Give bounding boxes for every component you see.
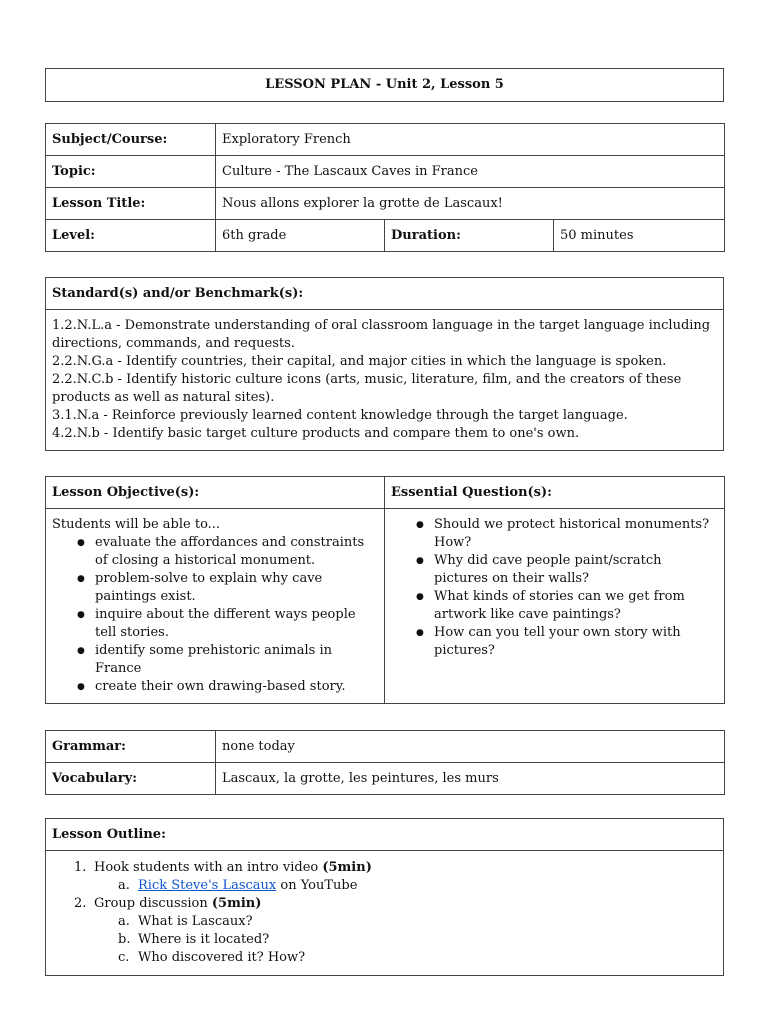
- standard-line: 2.2.N.G.a - Identify countries, their capital, and major cities in which the language is spoken.: [52, 354, 667, 369]
- topic-label: Topic:: [46, 156, 216, 188]
- objectives-body: [46, 509, 385, 704]
- standard-line: 1.2.N.L.a - Demonstrate understanding of oral classroom language in the target language including directions, commands, and requests.: [52, 318, 711, 351]
- standards-header: Standard(s) and/or Benchmark(s):: [46, 278, 724, 310]
- duration-value: 50 minutes: [554, 220, 725, 252]
- list-item: ● problem-solve to explain why cave paintings exist.: [77, 570, 378, 606]
- questions-header: Essential Question(s):: [385, 477, 725, 509]
- outline-subtext: Who discovered it? How?: [138, 950, 306, 965]
- questions-body: [385, 509, 725, 704]
- grammar-value: none today: [216, 731, 725, 763]
- subject-label: Subject/Course:: [46, 124, 216, 156]
- outline-letter: a.: [118, 878, 130, 893]
- objectives-intro: Students will be able to...: [52, 517, 221, 532]
- list-item: [118, 913, 717, 931]
- outline-number: 2.: [74, 896, 87, 911]
- lesson-title-label: Lesson Title:: [46, 188, 216, 220]
- outline-letter: b.: [118, 932, 131, 947]
- video-link[interactable]: Rick Steve's Lascaux: [138, 878, 277, 893]
- list-item: ● evaluate the affordances and constraints of closing a historical monument.: [77, 534, 378, 570]
- list-item: ● Should we protect historical monuments? How?: [416, 516, 718, 552]
- list-item: [74, 895, 717, 967]
- standard-line: 3.1.N.a - Reinforce previously learned content knowledge through the target language.: [52, 408, 628, 423]
- level-label: Level:: [46, 220, 216, 252]
- outline-number: 1.: [74, 860, 87, 875]
- list-item: [118, 949, 717, 967]
- outline-list: [52, 859, 717, 967]
- subject-value: Exploratory French: [216, 124, 725, 156]
- objectives-header: Lesson Objective(s):: [46, 477, 385, 509]
- outline-subtext: on YouTube: [276, 878, 358, 893]
- outline-sublist: [94, 877, 717, 895]
- grammar-label: Grammar:: [46, 731, 216, 763]
- outline-table: [45, 818, 724, 976]
- topic-value: Culture - The Lascaux Caves in France: [216, 156, 725, 188]
- lesson-title-value: Nous allons explorer la grotte de Lascaux!: [216, 188, 725, 220]
- objectives-table: [45, 476, 725, 704]
- standard-line: 4.2.N.b - Identify basic target culture products and compare them to one's own.: [52, 426, 580, 441]
- list-item: ● Why did cave people paint/scratch pictures on their walls?: [416, 552, 718, 588]
- list-item: [118, 877, 717, 895]
- info-table: [45, 123, 725, 252]
- outline-text: Group discussion: [94, 896, 212, 911]
- list-item: ● identify some prehistoric animals in France: [77, 642, 378, 678]
- outline-letter: a.: [118, 914, 130, 929]
- objectives-list: [52, 534, 378, 696]
- list-item: [74, 859, 717, 895]
- outline-subtext: Where is it located?: [138, 932, 270, 947]
- vocabulary-value: Lascaux, la grotte, les peintures, les murs: [216, 763, 725, 795]
- outline-text: Hook students with an intro video: [94, 860, 323, 875]
- questions-list: [391, 516, 718, 660]
- outline-letter: c.: [118, 950, 130, 965]
- list-item: ● What kinds of stories can we get from artwork like cave paintings?: [416, 588, 718, 624]
- standards-body: [46, 310, 724, 451]
- outline-time: (5min): [322, 860, 372, 875]
- outline-body: [46, 851, 724, 976]
- title-table: [45, 68, 724, 102]
- list-item: ● inquire about the different ways people tell stories.: [77, 606, 378, 642]
- list-item: ● create their own drawing-based story.: [77, 678, 378, 696]
- outline-subtext: What is Lascaux?: [138, 914, 253, 929]
- vocabulary-label: Vocabulary:: [46, 763, 216, 795]
- list-item: ● How can you tell your own story with pictures?: [416, 624, 718, 660]
- outline-sublist: [94, 913, 717, 967]
- duration-label: Duration:: [385, 220, 554, 252]
- standard-line: 2.2.N.C.b - Identify historic culture icons (arts, music, literature, film, and the creators of these products as well as natural sites).: [52, 372, 682, 405]
- page-title: LESSON PLAN - Unit 2, Lesson 5: [46, 69, 724, 102]
- grammar-vocab-table: [45, 730, 725, 795]
- standards-table: [45, 277, 724, 451]
- outline-header: Lesson Outline:: [46, 819, 724, 851]
- level-value: 6th grade: [216, 220, 385, 252]
- outline-time: (5min): [211, 896, 262, 911]
- list-item: [118, 931, 717, 949]
